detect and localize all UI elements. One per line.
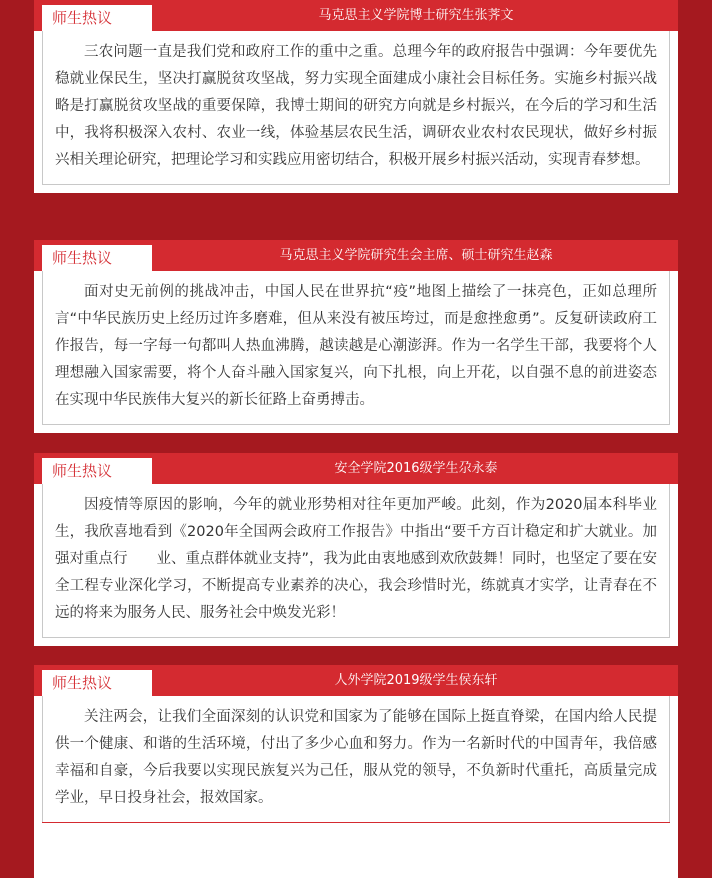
comment-card-4 xyxy=(34,665,678,831)
card-header xyxy=(34,0,678,31)
author-title: 马克思主义学院研究生会主席、硕士研究生赵森 xyxy=(279,248,553,263)
comment-card-1 xyxy=(34,0,678,193)
card-header xyxy=(34,240,678,271)
comment-text: 关注两会，让我们全面深刻的认识党和国家为了能够在国际上挺直脊梁，在国内给人民提供一个健康、和谐的生活环境，付出了多少心血和努力。作为一名新时代的中国青年，我倍感幸福和自豪，今后我要以实现民族复兴为己任，服从党的领导，不负新时代重托，高质量完成学业，早日投身社会，报效国家。 xyxy=(42,696,670,823)
card-header xyxy=(34,453,678,484)
author-title: 人外学院2019级学生侯东轩 xyxy=(334,673,498,688)
tag-label: 师生热议 xyxy=(42,670,152,696)
tag-label: 师生热议 xyxy=(42,245,152,271)
tag-label: 师生热议 xyxy=(42,5,152,31)
comment-card-3 xyxy=(34,453,678,646)
tag-label: 师生热议 xyxy=(42,458,152,484)
comment-text: 因疫情等原因的影响，今年的就业形势相对往年更加严峻。此刻，作为2020届本科毕业生，我欣喜地看到《2020年全国两会政府工作报告》中指出“要千方百计稳定和扩大就业。加强对重点行 业、重点群体就业支持”，我为此由衷地感到欢欣鼓舞！同时，也坚定了要在安全工程专业深化学习，不断提高专业素养的决心，我会珍惜时光，练就真才实学，让青春在不远的将来为服务人民、服务社会中焕发光彩！ xyxy=(42,484,670,638)
comment-text: 面对史无前例的挑战冲击，中国人民在世界抗“疫”地图上描绘了一抹亮色，正如总理所言“中华民族历史上经历过许多磨难，但从来没有被压垮过，而是愈挫愈勇”。反复研读政府工作报告，每一字每一句都叫人热血沸腾，越读越是心潮澎湃。作为一名学生干部，我要将个人理想融入国家需要，将个人奋斗融入国家复兴，向下扎根，向上开花，以自强不息的前进姿态在实现中华民族伟大复兴的新长征路上奋勇搏击。 xyxy=(42,271,670,425)
author-title: 马克思主义学院博士研究生张荠文 xyxy=(318,8,514,23)
author-title: 安全学院2016级学生尕永泰 xyxy=(334,461,498,476)
comment-text: 三农问题一直是我们党和政府工作的重中之重。总理今年的政府报告中强调：今年要优先稳就业保民生，坚决打赢脱贫攻坚战，努力实现全面建成小康社会目标任务。实施乡村振兴战略是打赢脱贫攻坚战的重要保障，我博士期间的研究方向就是乡村振兴，在今后的学习和生活中，我将积极深入农村、农业一线，体验基层农民生活，调研农业农村农民现状，做好乡村振兴相关理论研究，把理论学习和实践应用密切结合，积极开展乡村振兴活动，实现青春梦想。 xyxy=(42,31,670,185)
bottom-divider xyxy=(42,822,670,857)
bottom-bar xyxy=(34,822,678,878)
card-header xyxy=(34,665,678,696)
comment-card-2 xyxy=(34,240,678,433)
